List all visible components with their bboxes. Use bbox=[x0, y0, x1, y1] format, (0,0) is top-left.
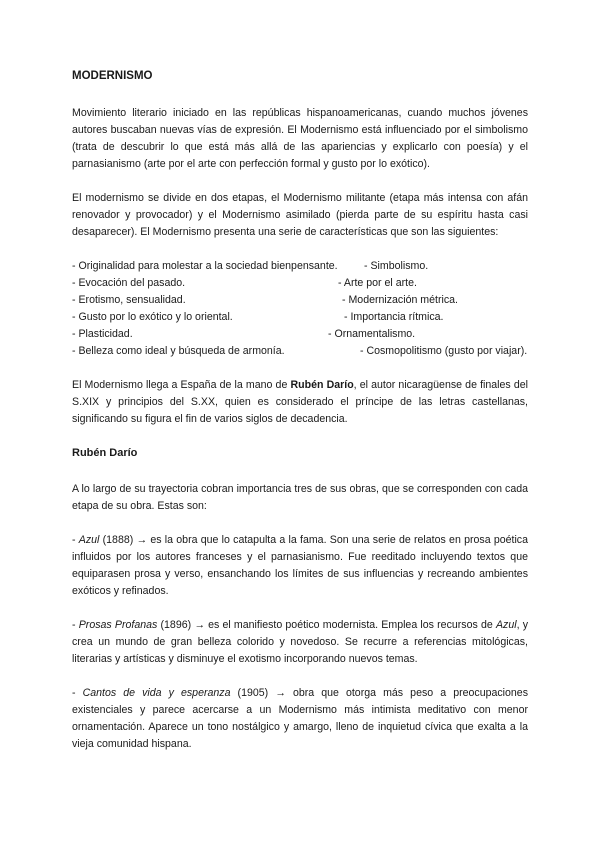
author-name: Rubén Darío bbox=[290, 379, 354, 391]
feature-right: - Cosmopolitismo (gusto por viajar). bbox=[360, 345, 528, 357]
works-intro-paragraph: A lo largo de su trayectoria cobran importancia tres de sus obras, que se corresponden con cada etapa de su obra. Estas son: bbox=[72, 483, 528, 512]
feature-right: - Arte por el arte. bbox=[338, 277, 417, 289]
feature-left: - Originalidad para molestar a la sociedad bienpensante. bbox=[72, 260, 338, 272]
feature-left: - Gusto por lo exótico y lo oriental. bbox=[72, 311, 233, 323]
feature-left: - Plasticidad. bbox=[72, 328, 133, 340]
work-title: Cantos de vida y esperanza bbox=[82, 687, 231, 699]
feature-right: - Modernización métrica. bbox=[342, 294, 458, 306]
spain-paragraph: El Modernismo llega a España de la mano de Rubén Darío, el autor nicaragüense de finales del S.XIX y principios del S.XX, quien es considerado el príncipe de las letras castellanas, significando su figura el fin de varios siglos de decadencia. bbox=[72, 379, 528, 425]
list-item bbox=[72, 326, 528, 343]
work-title: Azul bbox=[78, 534, 100, 546]
feature-right: - Simbolismo. bbox=[364, 260, 429, 272]
feature-right: - Ornamentalismo. bbox=[328, 328, 416, 340]
document-page bbox=[72, 68, 528, 770]
list-item bbox=[72, 275, 528, 292]
features-list bbox=[72, 258, 528, 360]
work-cantos: - Cantos de vida y esperanza (1905) → obra que otorga más peso a preocupaciones existenciales y parece acercarse a un Modernismo más intimista meditativo con menor ornamentación. Aparece un tono nostálgico y amargo, lleno de inquietud cívica que exalta a la vieja comunidad hispana. bbox=[72, 687, 528, 750]
work-azul: - Azul (1888) → es la obra que lo catapulta a la fama. Son una serie de relatos en prosa poética influidos por los autores franceses y el parnasianismo. Fue reeditado incluyendo textos que equiparasen prosa y verso, ensanchando los límites de sus influencias y recreando ambientes exóticos y refinados. bbox=[72, 534, 528, 597]
stages-paragraph: El modernismo se divide en dos etapas, el Modernismo militante (etapa más intensa con afán renovador y provocador) y el Modernismo asimilado (pierda parte de su espíritu hasta casi desaparecer). El Modernismo presenta una serie de características que son las siguientes: bbox=[72, 192, 528, 238]
feature-left: - Evocación del pasado. bbox=[72, 277, 186, 289]
work-reference: Azul bbox=[495, 619, 517, 631]
list-item bbox=[72, 258, 528, 275]
intro-paragraph: Movimiento literario iniciado en las repúblicas hispanoamericanas, cuando muchos jóvenes autores buscaban nuevas vías de expresión. El Modernismo está influenciado por el simbolismo (trata de descubrir lo que está más allá de las apariencias y explicarlo con poesía) y el parnasianismo (arte por el arte con perfección formal y gusto por lo exótico). bbox=[72, 107, 528, 170]
list-item bbox=[72, 343, 528, 360]
section-title: Rubén Darío bbox=[72, 447, 138, 459]
page-title: MODERNISMO bbox=[72, 70, 153, 82]
list-item bbox=[72, 292, 528, 309]
work-prosas-profanas: - Prosas Profanas (1896) → es el manifiesto poético modernista. Emplea los recursos de Azul, y crea un mundo de gran belleza colorido y novedoso. Se recurre a referencias mitológicas, literarias y artísticas y disminuye el exotismo incorporando nuevos temas. bbox=[72, 619, 528, 665]
feature-left: - Erotismo, sensualidad. bbox=[72, 294, 186, 306]
work-title: Prosas Profanas bbox=[78, 619, 158, 631]
list-item bbox=[72, 309, 528, 326]
feature-left: - Belleza como ideal y búsqueda de armonía. bbox=[72, 345, 285, 357]
feature-right: - Importancia rítmica. bbox=[344, 311, 444, 323]
